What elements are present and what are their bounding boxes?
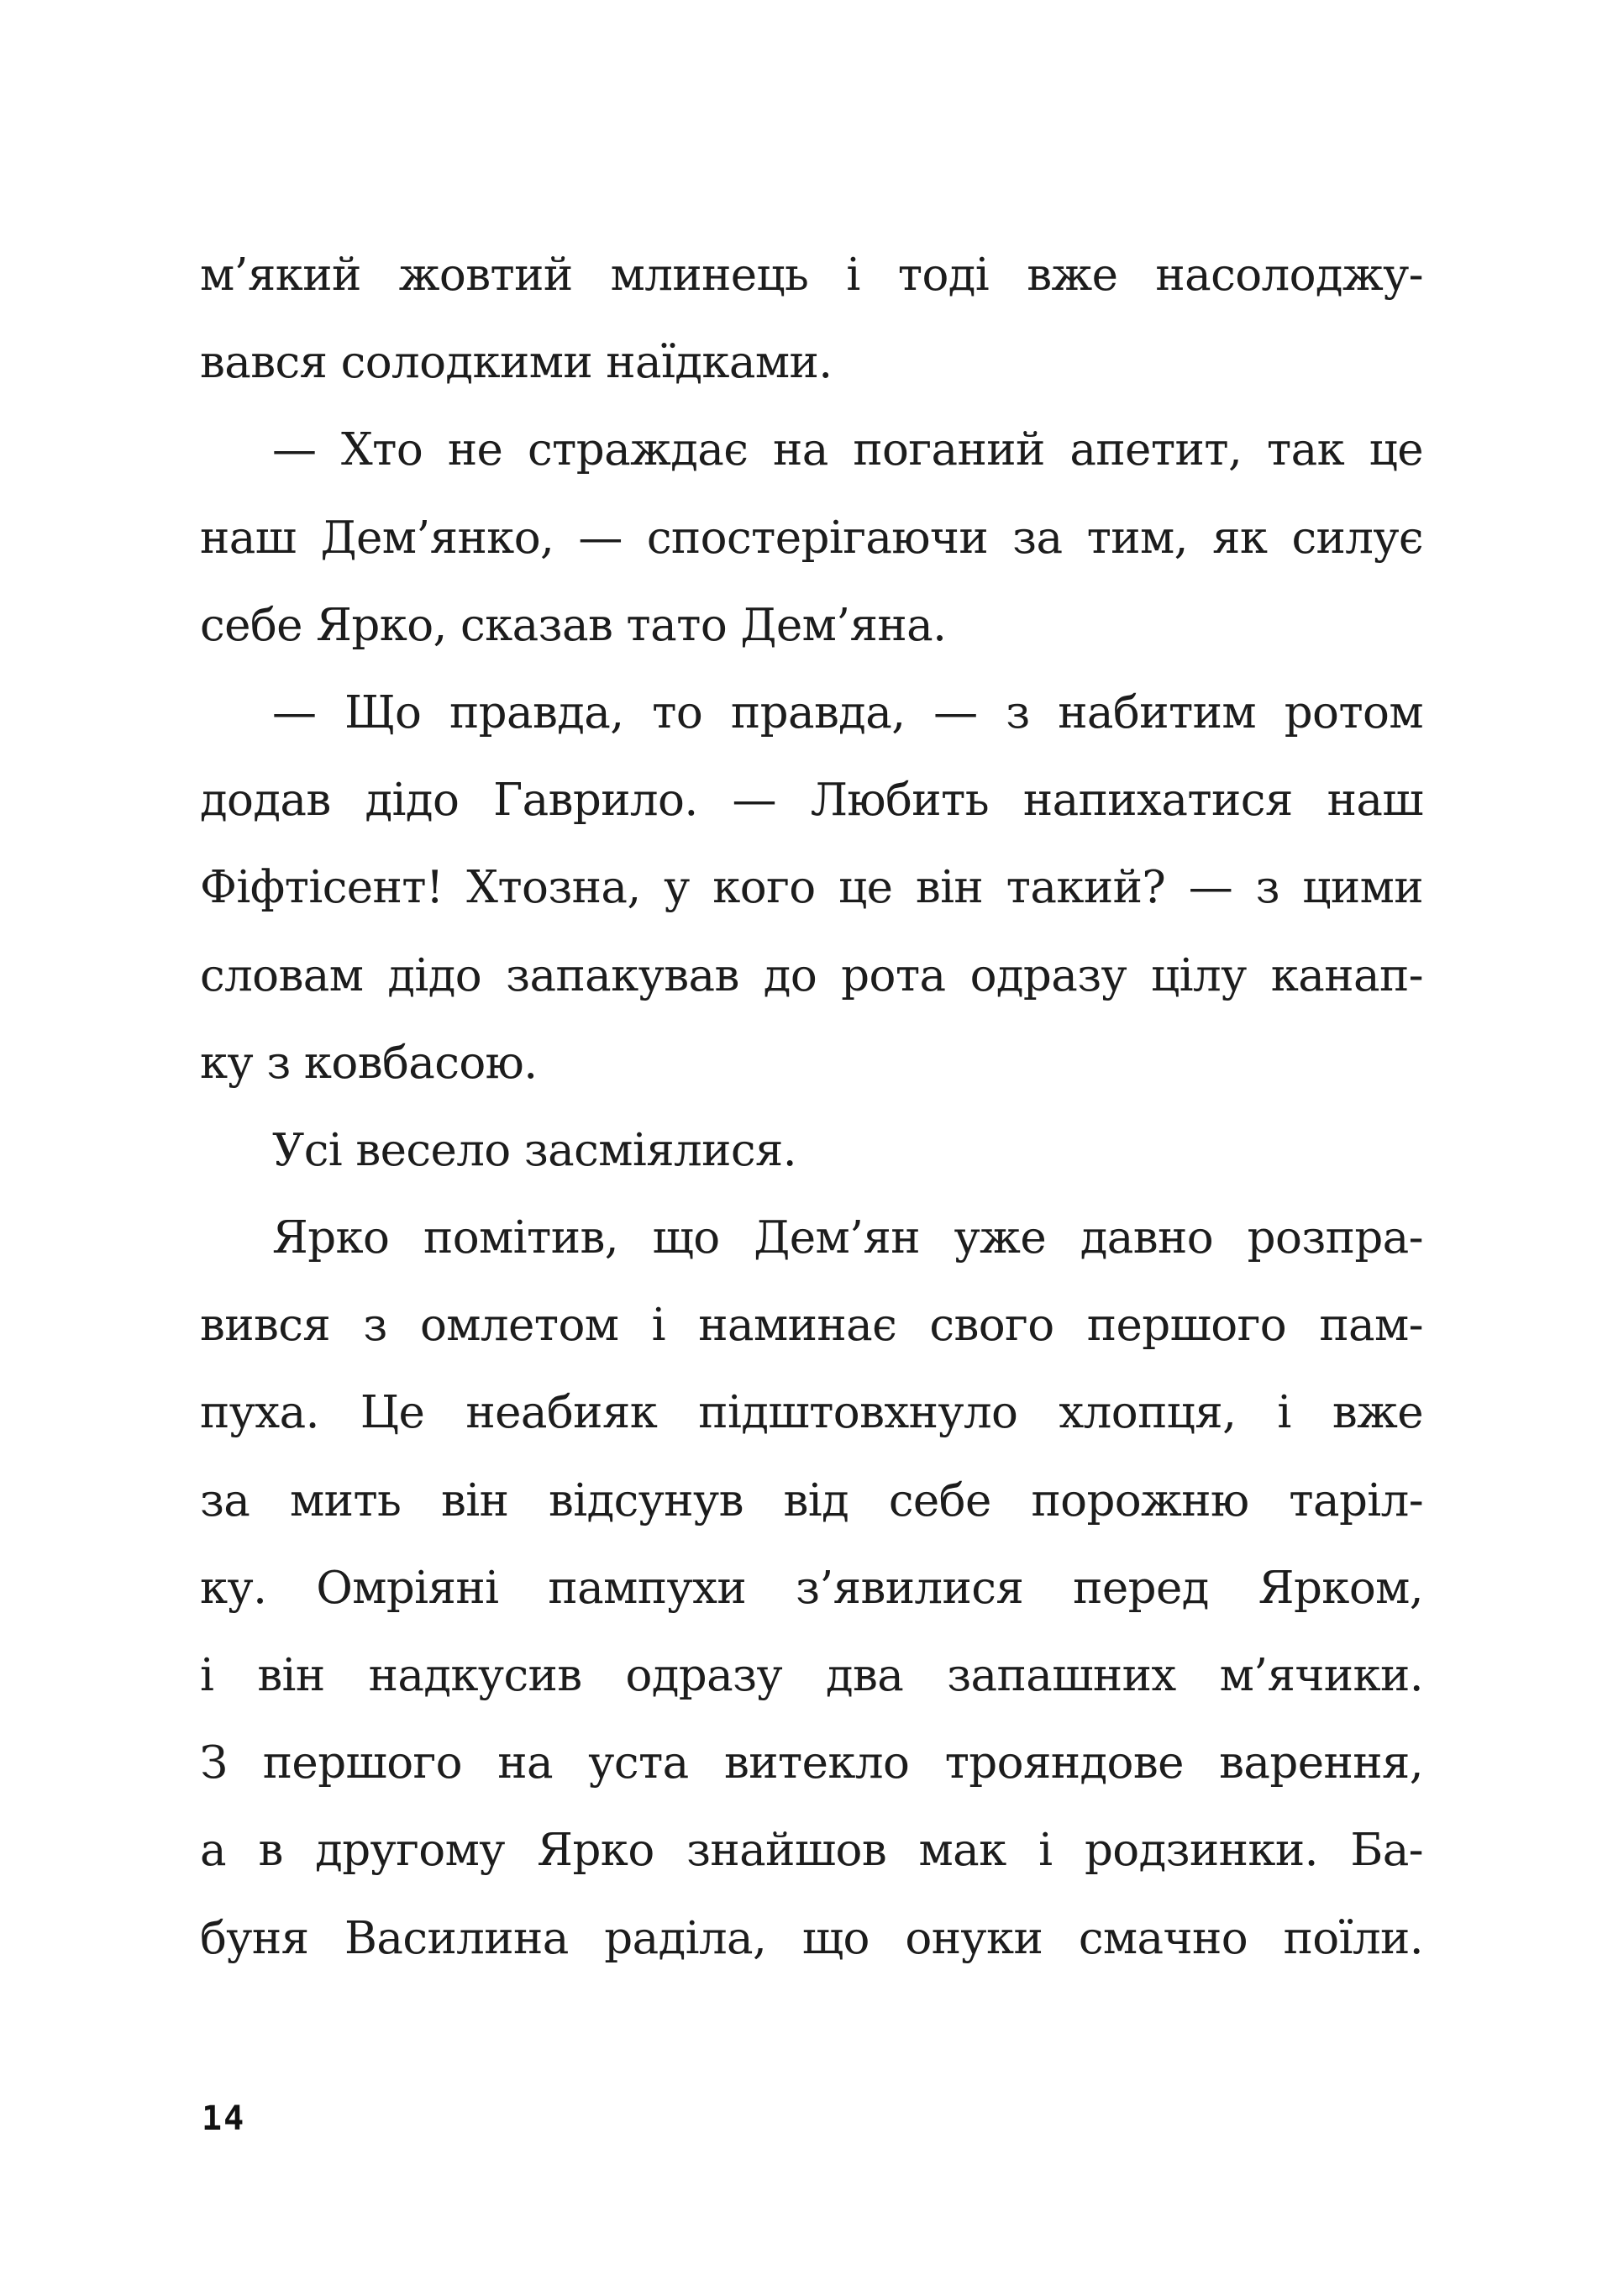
text-line: пуха. Це неабияк підштовхнуло хлопця, і вже [200, 1387, 1423, 1439]
text-line: словам дідо запакував до рота одразу цілу канап- [200, 949, 1423, 1001]
text-line: вався солодкими наїдками. [200, 337, 833, 389]
text-line: буня Василина раділа, що онуки смачно поїли. [200, 1912, 1423, 1964]
text-line: Фіфтісент! Хтозна, у кого це він такий? — з цими [200, 862, 1423, 914]
text-line: ку з ковбасою. [200, 1037, 538, 1089]
text-line: а в другому Ярко знайшов мак і родзинки. Ба- [200, 1825, 1423, 1877]
body-text [200, 232, 1423, 1983]
text-line: ку. Омріяні пампухи з’явилися перед Ярком, [200, 1562, 1423, 1614]
page-number: 14 [202, 2099, 246, 2138]
text-line: і він надкусив одразу два запашних м’ячики. [200, 1650, 1423, 1701]
text-line: З першого на уста витекло трояндове варення, [200, 1737, 1423, 1789]
text-line: себе Ярко, сказав тато Дем’яна. [200, 599, 947, 651]
text-line: вився з омлетом і наминає свого першого пам- [200, 1300, 1423, 1352]
text-line: наш Дем’янко, — спостерігаючи за тим, як силує [200, 512, 1423, 564]
text-line: додав дідо Гаврило. — Любить напихатися наш [200, 775, 1423, 827]
text-line: Ярко помітив, що Дем’ян уже давно розпра- [272, 1212, 1423, 1264]
text-line: за мить він відсунув від себе порожню таріл- [200, 1474, 1423, 1526]
text-line: — Що правда, то правда, — з набитим ротом [272, 686, 1423, 738]
text-line: — Хто не страждає на поганий апетит, так це [272, 424, 1423, 476]
text-line: Усі весело засміялися. [272, 1124, 797, 1176]
text-line: м’який жовтий млинець і тоді вже насолоджу- [200, 250, 1423, 301]
